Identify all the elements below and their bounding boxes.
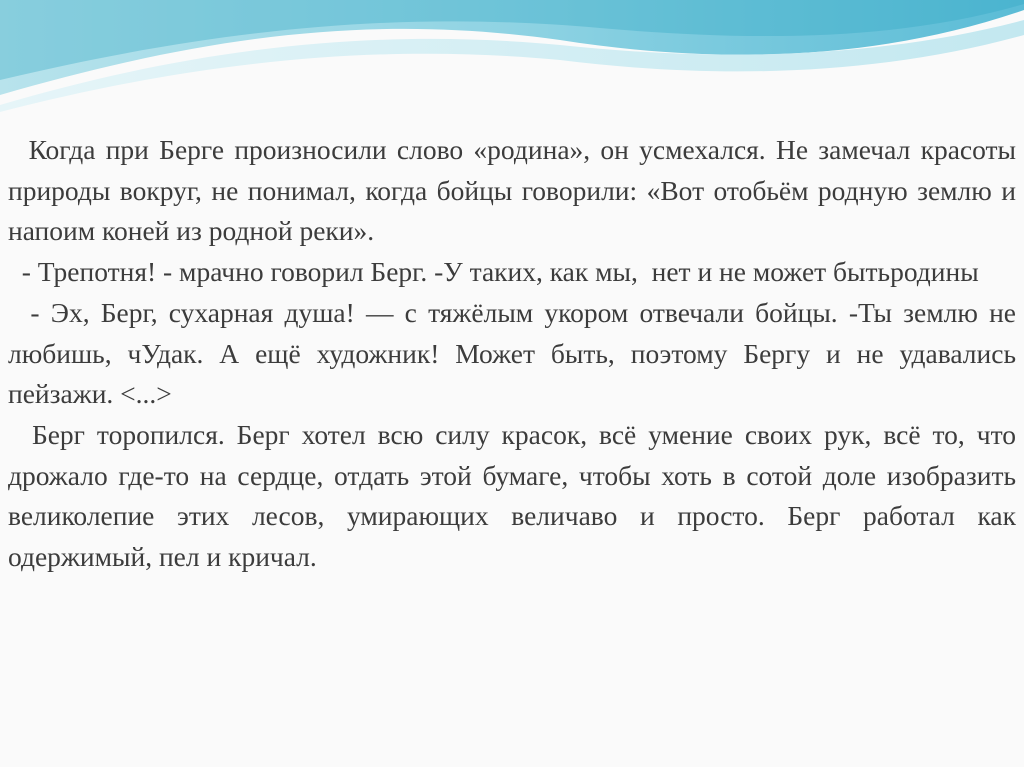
decorative-wave-header xyxy=(0,0,1024,120)
body-text xyxy=(8,130,1023,578)
paragraph: Берг торопился. Берг хотел всю силу красок, всё умение своих рук, всё то, что дрожало где-то на сердце, отдать этой бумаге, чтобы хоть в сотой доле изобразить великолепие этих лесов, умирающих величаво и просто. Берг работал как одержимый, пел и кричал. xyxy=(8,418,1023,573)
paragraph: Когда при Берге произносили слово «родина», он усмехался. Не замечал красоты природы вокруг, не понимал, когда бойцы говорили: «Вот отобьём родную землю и напоим коней из родной реки». xyxy=(8,134,1023,247)
paragraph: - Эх, Берг, сухарная душа! — с тяжёлым укором отвечали бойцы. -Ты землю не любишь, чУдак. А ещё художник! Может быть, поэтому Бергу и не удавались пейзажи. <...> xyxy=(8,296,1023,410)
paragraph: - Трепотня! - мрачно говорил Берг. -У таких, как мы, нет и не может бытьродины xyxy=(8,256,979,288)
